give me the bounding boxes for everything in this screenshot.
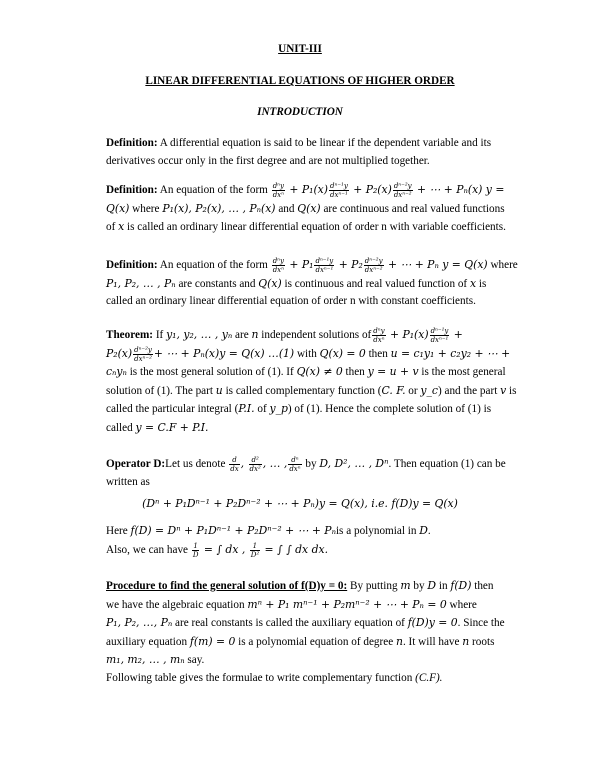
fraction: $\frac{d}{dx}$ bbox=[230, 455, 239, 473]
theorem-general-solution: Theorem: If y₁, y₂, … , yₙ are n independent solutions of dⁿy dxⁿ + P₁(x) dⁿ⁻¹y dxⁿ⁻¹ + P₂(x) dⁿ⁻²y dxⁿ⁻² + ⋯ + Pₙ(x)y = Q(x) …(1) with Q(x) = 0 then u = c₁y₁ + c₂y₂ + ⋯ + cₙyₙ is the most general solution of (1). If Q(x) ≠ 0 then y = u + v is the most general solution of (1). The part u is called complementary function (C. F. or y_c) and the part v is called the particular integral (P.I. of y_p) of (1). Hence the complete solution of (1) is called y = C.F + P.I. bbox=[106, 326, 517, 434]
operator-definitions: Here f(D) = Dⁿ + P₁Dⁿ⁻¹ + P₂Dⁿ⁻² + ⋯ + Pₙis a polynomial in D. Also, we can have $\frac{1}{D}$ = ∫ dx , $\frac{1}{\text{D²}}$ = ∫ ∫ dx dx. bbox=[106, 524, 431, 559]
unit-heading: UNIT-III bbox=[278, 43, 322, 55]
fraction: $\frac{1}{\text{D²}}$ bbox=[250, 541, 260, 559]
fraction: dⁿ⁻¹y dxⁿ⁻¹ bbox=[315, 256, 334, 274]
theorem-label: Theorem: bbox=[106, 329, 154, 341]
operator-display-equation: (Dⁿ + P₁Dⁿ⁻¹ + P₂Dⁿ⁻² + ⋯ + Pₙ)y = Q(x), i.e. f(D)y = Q(x) bbox=[142, 497, 458, 510]
definition-linear: Definition: A differential equation is said to be linear if the dependent variable and its derivatives occur only in the first degree and are not multiplied together. bbox=[106, 137, 492, 167]
fraction: dⁿ⁻²y dxⁿ⁻² bbox=[364, 256, 383, 274]
fraction: dⁿ⁻¹y dxⁿ⁻¹ bbox=[330, 181, 348, 199]
fraction: dⁿ⁻²y dxⁿ⁻² bbox=[393, 181, 412, 199]
definition-constant-coefficients: Definition: An equation of the form dⁿy dxⁿ + P₁ dⁿ⁻¹y dxⁿ⁻¹ + P₂ dⁿ⁻²y dxⁿ⁻² + ⋯ + Pₙ y = Q(x) where P₁, P₂, … , Pₙ are constants and Q(x) is continuous and real valued function of x is called an ordinary linear differential equation of order n with constant coefficients. bbox=[106, 256, 518, 308]
fraction: dⁿy dxⁿ bbox=[272, 181, 284, 199]
fraction: dⁿy dxⁿ bbox=[373, 326, 385, 344]
operator-d-section: Operator D:Let us denote $\frac{d}{dx}$ , $\frac{\text{d²}}{\text{dx²}}$ , … , dⁿ dxⁿ by D, D², … , Dⁿ. Then equation (1) can be written as bbox=[106, 455, 506, 488]
definition-label: Definition: bbox=[106, 184, 158, 196]
fraction: dⁿ dxⁿ bbox=[289, 455, 301, 473]
fraction: dⁿy dxⁿ bbox=[272, 256, 284, 274]
procedure-section: Procedure to find the general solution of f(D)y = 0: By putting m by D in f(D) then we have the algebraic equation mⁿ + P₁ mⁿ⁻¹ + P₂mⁿ⁻² + ⋯ + Pₙ = 0 where P₁, P₂, …, Pₙ are real constants is called the auxiliary equation of f(D)y = 0. Since the auxiliary equation f(m) = 0 is a polynomial equation of degree n. It will have n roots m₁, m₂, … , mₙ say. Following table gives the formulae to write complementary function (C.F). bbox=[106, 579, 505, 684]
section-heading: INTRODUCTION bbox=[257, 106, 343, 118]
fraction: $\frac{\text{d²}}{\text{dx²}}$ bbox=[249, 455, 261, 473]
operator-label: Operator D: bbox=[106, 458, 166, 470]
definition-label: Definition: bbox=[106, 137, 158, 149]
definition-label: Definition: bbox=[106, 259, 158, 271]
definition-variable-coefficients: Definition: An equation of the form dⁿy dxⁿ + P₁(x) dⁿ⁻¹y dxⁿ⁻¹ + P₂(x) dⁿ⁻²y dxⁿ⁻² + ⋯ + Pₙ(x) y = Q(x) where P₁(x), P₂(x), … , Pₙ(x) and Q(x) are continuous and real valued functions of x is called an ordinary linear differential equation of order n with variable coefficients. bbox=[106, 181, 506, 234]
fraction: dⁿ⁻¹y dxⁿ⁻¹ bbox=[430, 326, 449, 344]
fraction: $\frac{1}{D}$ bbox=[192, 541, 199, 559]
procedure-label: Procedure to find the general solution of f(D)y = 0: bbox=[106, 580, 348, 592]
chapter-heading: LINEAR DIFFERENTIAL EQUATIONS OF HIGHER ORDER bbox=[145, 75, 455, 87]
fraction: dⁿ⁻²y dxⁿ⁻² bbox=[134, 345, 152, 363]
